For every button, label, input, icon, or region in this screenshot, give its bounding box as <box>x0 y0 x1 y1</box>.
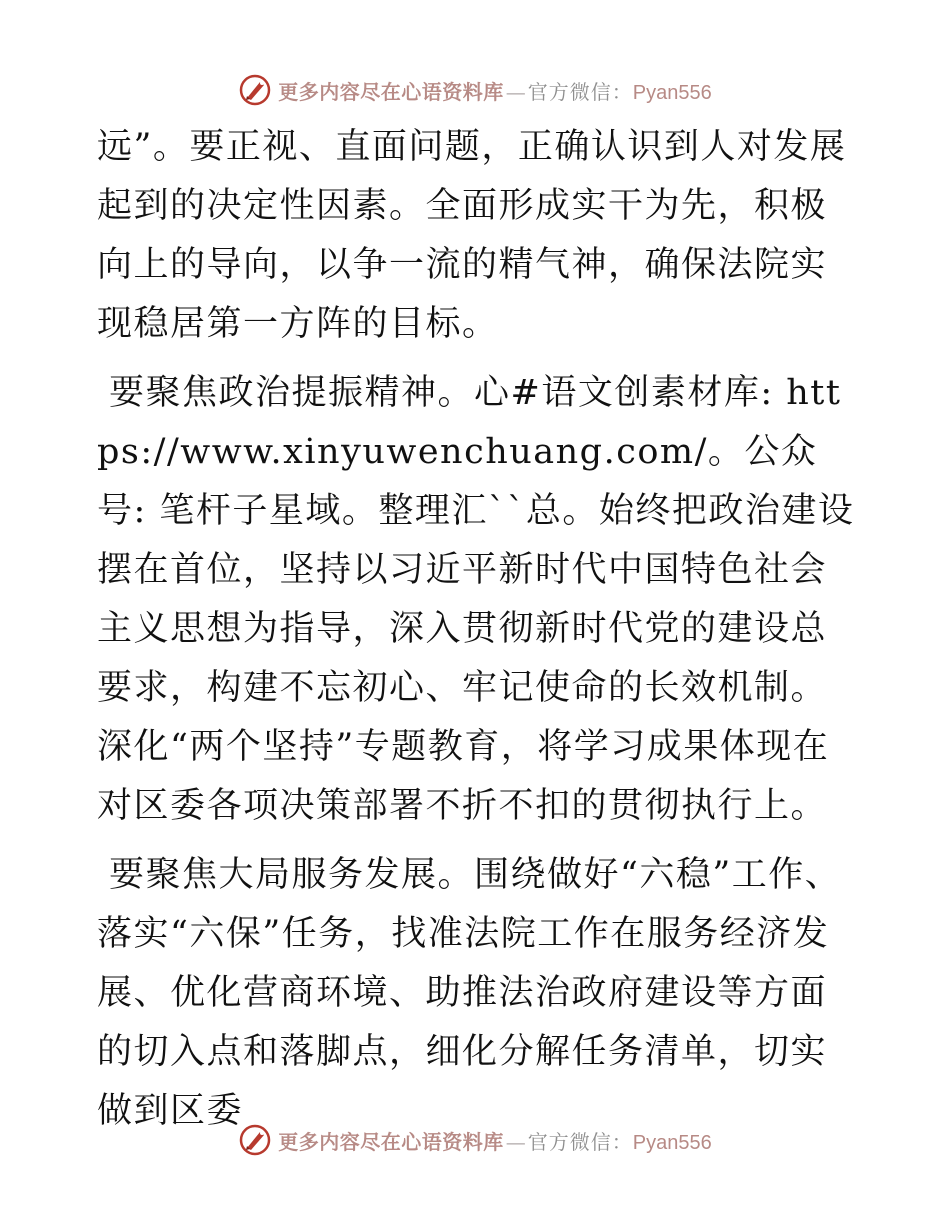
banner-wechat-label: 官方微信： <box>527 1129 633 1154</box>
banner-wechat-label: 官方微信： <box>527 79 633 104</box>
footer-banner-text <box>278 1126 711 1155</box>
banner-wechat-id: Pyan556 <box>632 1131 712 1154</box>
paragraph-1: 远”。要正视、直面问题，正确认识到人对发展起到的决定性因素。全面形成实干为先，积极向上的导向，以争一流的精气神，确保法院实现稳居第一方阵的目标。 <box>97 127 847 344</box>
paragraph-2: 要聚焦政治提振精神。心#语文创素材库: https://www.xinyuwenchuang.com/。公众号: 笔杆子星域。整理汇``总。始终把政治建设摆在首位，坚持以习近平新时代中国特色社会主义思想为指导，深入贯彻新时代党的建设总要求，构建不忘初心、牢记使命的长效机制。深化“两个坚持”专题教育，将学习成果体现在对区委各项决策部署不折不扣的贯彻执行上。 <box>97 373 855 826</box>
header-banner-text <box>278 76 711 105</box>
banner-separator: — <box>505 1129 526 1154</box>
paragraph-3: 要聚焦大局服务发展。围绕做好“六稳”工作、落实“六保”任务，找准法院工作在服务经济发展、优化营商环境、助推法治政府建设等方面的切入点和落脚点，细化分解任务清单，切实做到区委 <box>97 855 842 1131</box>
banner-main-text: 更多内容尽在心语资料库 <box>278 1129 504 1154</box>
quill-seal-icon <box>238 73 272 107</box>
banner-wechat-id: Pyan556 <box>632 81 712 104</box>
footer-watermark-banner <box>0 1120 950 1160</box>
header-watermark-banner <box>0 70 950 110</box>
banner-main-text: 更多内容尽在心语资料库 <box>278 79 504 104</box>
quill-seal-icon <box>238 1123 272 1157</box>
banner-separator: — <box>505 79 526 104</box>
document-body <box>97 118 857 1141</box>
